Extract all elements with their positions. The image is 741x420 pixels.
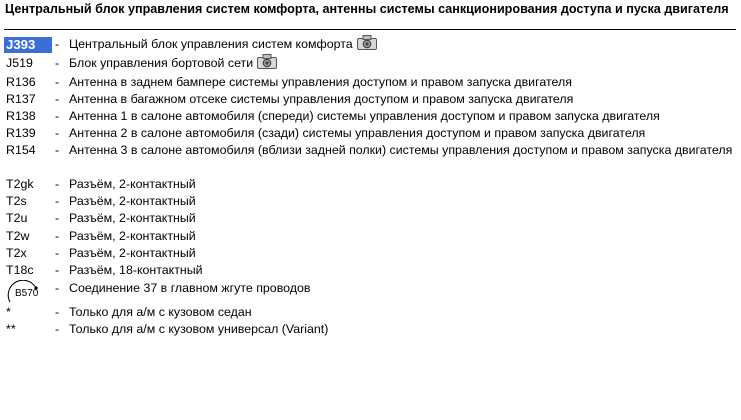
component-description: Центральный блок управления систем комфорта bbox=[69, 37, 353, 51]
component-code-highlighted[interactable]: J393 bbox=[4, 37, 52, 53]
separator: - bbox=[55, 177, 60, 191]
separator: - bbox=[55, 109, 60, 123]
component-description: Разъём, 2-контактный bbox=[69, 229, 196, 243]
separator: - bbox=[55, 75, 60, 89]
separator: - bbox=[55, 281, 60, 295]
separator: - bbox=[55, 322, 60, 336]
legend-row-b570 bbox=[0, 280, 741, 306]
title-divider bbox=[4, 29, 736, 30]
separator: - bbox=[55, 143, 60, 157]
separator: - bbox=[55, 194, 60, 208]
separator: - bbox=[55, 56, 60, 70]
legend-row-j393 bbox=[0, 36, 741, 54]
component-code: T18c bbox=[6, 263, 34, 277]
component-description: Соединение 37 в главном жгуте проводов bbox=[69, 281, 311, 295]
page-title: Центральный блок управления систем комфорта, антенны системы санкционирования доступа и пуска двигателя bbox=[5, 2, 729, 16]
separator: - bbox=[55, 126, 60, 140]
component-code: T2gk bbox=[6, 177, 34, 191]
component-description: Антенна в заднем бампере системы управления доступом и правом запуска двигателя bbox=[69, 75, 572, 89]
footnote-text: Только для а/м с кузовом универсал (Variant) bbox=[69, 322, 329, 336]
legend-desc bbox=[69, 36, 737, 53]
component-description: Антенна 2 в салоне автомобиля (сзади) системы управления доступом и правом запуска двигателя bbox=[69, 126, 646, 140]
component-description: Разъём, 2-контактный bbox=[69, 246, 196, 260]
component-description: Разъём, 2-контактный bbox=[69, 194, 196, 208]
component-code: T2u bbox=[6, 211, 28, 225]
legend-desc bbox=[69, 55, 737, 72]
component-code: R139 bbox=[6, 126, 36, 140]
camera-icon[interactable] bbox=[257, 54, 277, 69]
footnote-text: Только для а/м с кузовом седан bbox=[69, 305, 252, 319]
component-code: T2s bbox=[6, 194, 27, 208]
component-code: T2w bbox=[6, 229, 30, 243]
component-description: Разъём, 2-контактный bbox=[69, 177, 196, 191]
component-description: Блок управления бортовой сети bbox=[69, 56, 254, 70]
component-code: R137 bbox=[6, 92, 36, 106]
component-description: Антенна 1 в салоне автомобиля (спереди) системы управления доступом и правом запуска двигателя bbox=[69, 109, 660, 123]
component-code: J519 bbox=[6, 56, 33, 70]
component-description: Разъём, 18-контактный bbox=[69, 263, 203, 277]
component-description: Антенна 3 в салоне автомобиля (вблизи задней полки) системы управления доступом и правом запуска двигателя bbox=[69, 143, 733, 157]
component-code: T2x bbox=[6, 246, 27, 260]
component-description: Антенна в багажном отсеке системы управления доступом и правом запуска двигателя bbox=[69, 92, 574, 106]
component-code: R138 bbox=[6, 109, 36, 123]
separator: - bbox=[55, 229, 60, 243]
footnote-marker: * bbox=[6, 305, 11, 319]
camera-icon[interactable] bbox=[357, 35, 377, 50]
separator: - bbox=[55, 211, 60, 225]
component-description: Разъём, 2-контактный bbox=[69, 211, 196, 225]
separator: - bbox=[55, 92, 60, 106]
splice-connection-icon bbox=[6, 280, 38, 304]
separator: - bbox=[55, 263, 60, 277]
footnote-marker: ** bbox=[6, 322, 16, 336]
separator: - bbox=[55, 37, 60, 51]
separator: - bbox=[55, 305, 60, 319]
splice-code: B570 bbox=[15, 288, 39, 299]
component-code: R154 bbox=[6, 143, 36, 157]
separator: - bbox=[55, 246, 60, 260]
component-code: R136 bbox=[6, 75, 36, 89]
